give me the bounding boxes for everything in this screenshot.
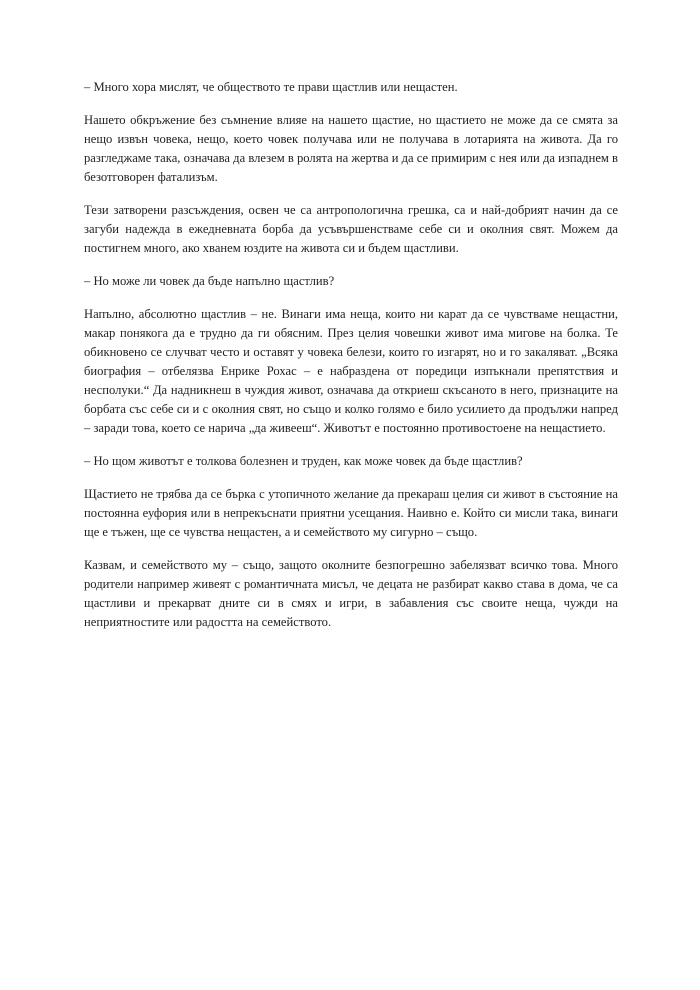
question-paragraph: – Много хора мислят, че обществото те прави щастлив или нещастен. [84, 80, 458, 94]
body-paragraph: Казвам, и семейството му – също, защото околните безпогрешно забелязват всичко това. Много родители например живеят с романтичната мисъл, че децата не разбират какво става в дома, че са щастливи и прекарват дните си в смях и игри, в забавления със своите неща, чужди на неприятностите или радостта на семейството. [84, 558, 618, 629]
body-paragraph: Напълно, абсолютно щастлив – не. Винаги има неща, които ни карат да се чувстваме нещастни, макар понякога да е трудно да ги обясним. През целия човешки живот има мигове на болка. Те обикновено се случват често и оставят у човека белези, които го изгарят, но и го закаляват. „Всяка биография – отбелязва Енрике Рохас – е набраздена от поредици изпъкнали препятствия и несполуки.“ Да надникнеш в чуждия живот, означава да откриеш скъсаното в него, признаците на борбата със себе си и с околния свят, но също и колко голямо е било усилието да продължи напред – заради това, което се нарича „да живееш“. Животът е постоянно противостоене на нещастието. [84, 307, 618, 435]
question-paragraph: – Но може ли човек да бъде напълно щастлив? [84, 274, 335, 288]
body-paragraph: Нашето обкръжение без съмнение влияе на нашето щастие, но щастието не може да се смята за нещо извън човека, нещо, което човек получава или не получава в лотарията на живота. Да го разгледжаме така, означава да влезем в ролята на жертва и да се примирим с нея или да изпаднем в безотговорен фатализъм. [84, 113, 618, 184]
body-paragraph: Щастието не трябва да се бърка с утопичното желание да прекараш целия си живот в състояние на постоянна еуфория или в непрекъснати приятни усещания. Наивно е. Който си мисли така, винаги ще е тъжен, ще се чувства нещастен, а и семейството му сигурно – също. [84, 487, 618, 539]
document-body [84, 78, 618, 646]
question-paragraph: – Но щом животът е толкова болезнен и труден, как може човек да бъде щастлив? [84, 454, 523, 468]
body-paragraph: Тези затворени разсъждения, освен че са антропологична грешка, са и най-добрият начин да се загуби надежда в ежедневната борба да усъвършенстваме себе си и околния свят. Можем да постигнем много, ако хванем юздите на живота си и бъдем щастливи. [84, 203, 618, 255]
